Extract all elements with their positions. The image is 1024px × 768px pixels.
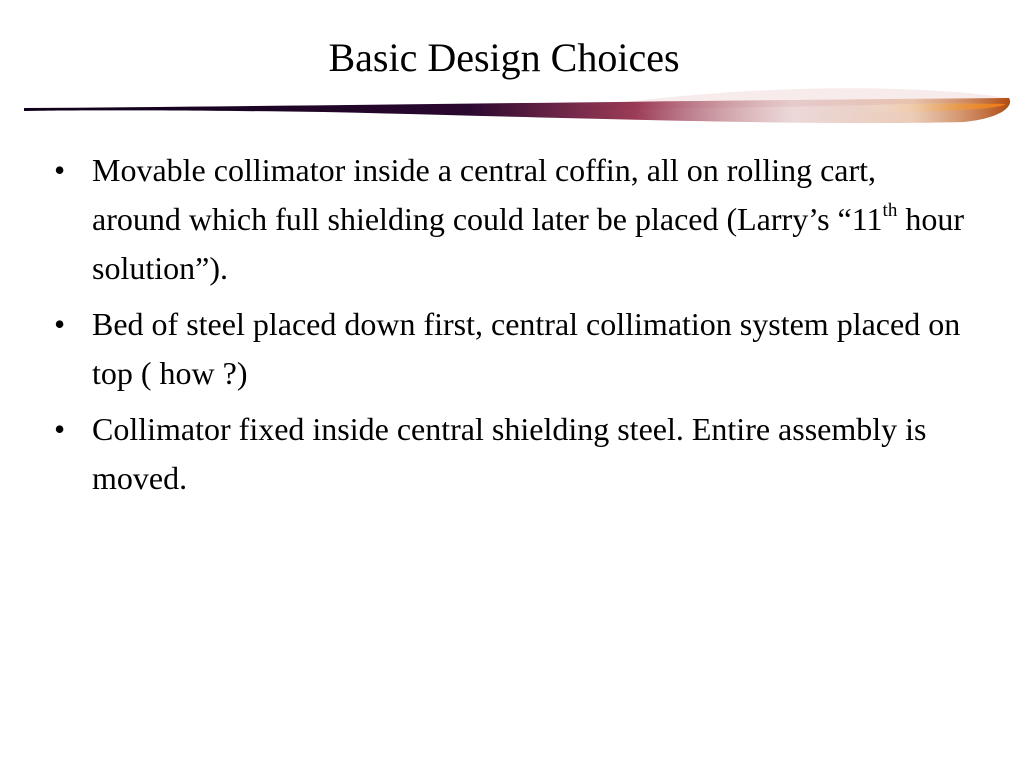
bullet-dot: • <box>54 152 66 188</box>
bullet-dot: • <box>54 306 66 342</box>
bullet-item <box>48 300 968 398</box>
bullet-dot: • <box>54 411 66 447</box>
bullet-item <box>48 146 968 293</box>
title-underline-swoosh <box>24 84 1014 140</box>
bullet-list <box>48 146 968 510</box>
bullet-text <box>92 152 964 286</box>
bullet-text-part: hour solution”). <box>92 201 964 286</box>
bullet-superscript: th <box>882 200 898 222</box>
bullet-text-part: Movable collimator inside a central coffin, all on rolling cart, around which full shielding could later be placed (Larry’s “11 <box>92 152 883 237</box>
bullet-item <box>48 405 968 503</box>
bullet-text: Collimator fixed inside central shielding steel. Entire assembly is moved. <box>92 411 927 496</box>
slide-title: Basic Design Choices <box>328 35 680 80</box>
bullet-text: Bed of steel placed down first, central collimation system placed on top ( how ?) <box>92 306 961 391</box>
